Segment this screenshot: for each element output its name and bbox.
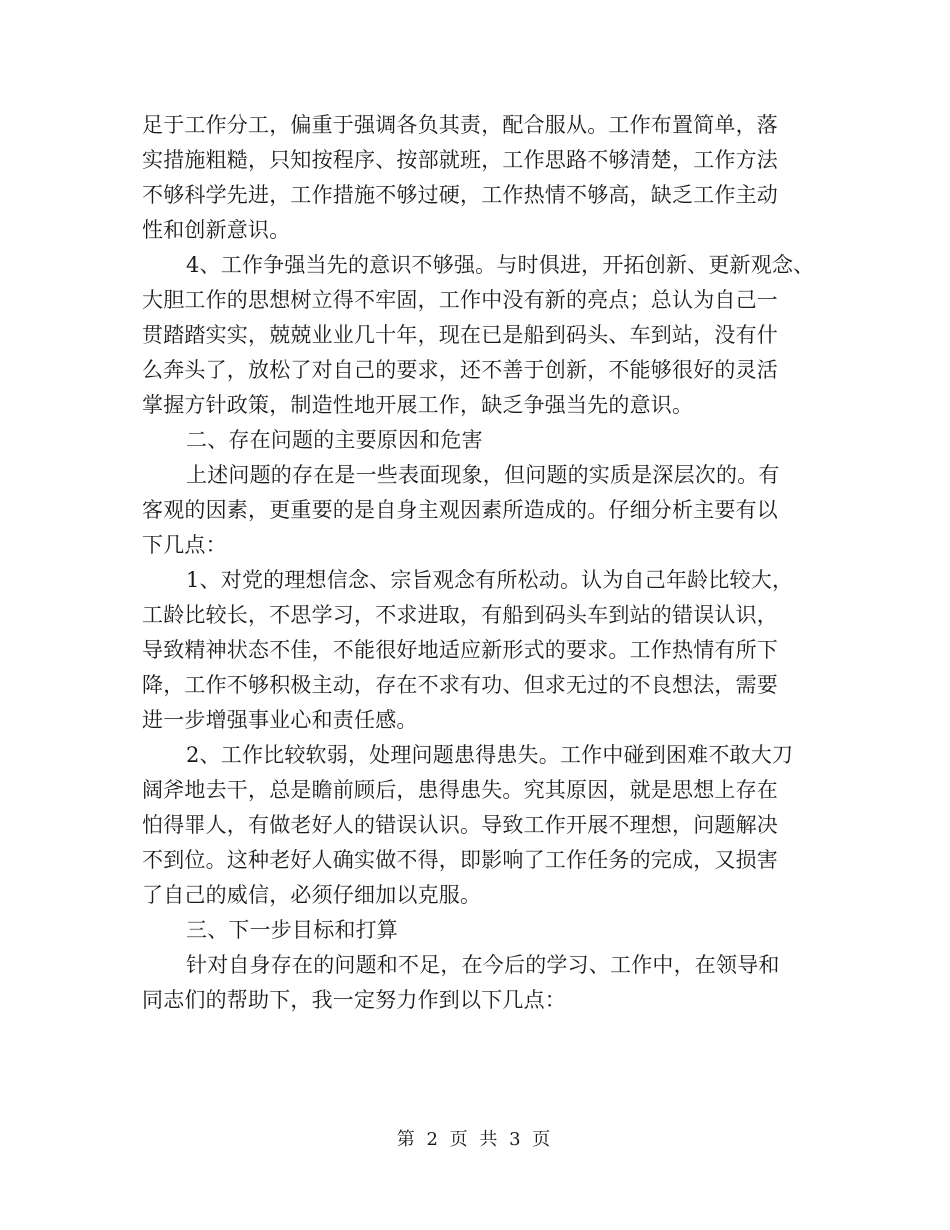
text-line: 降，工作不够积极主动，存在不求有功、但求无过的不良想法，需要: [142, 673, 778, 697]
text-line: 贯踏踏实实，兢兢业业几十年，现在已是船到码头、车到站，没有什: [142, 323, 778, 347]
text-line: 实措施粗糙，只知按程序、按部就班，工作思路不够清楚，工作方法: [142, 148, 778, 172]
text-line: 导致精神状态不佳，不能很好地适应新形式的要求。工作热情有所下: [142, 638, 778, 662]
text-line: 怕得罪人，有做老好人的错误认识。导致工作开展不理想，问题解决: [142, 813, 778, 837]
text-line: 大胆工作的思想树立得不牢固，工作中没有新的亮点；总认为自己一: [142, 288, 778, 312]
paragraph-start-line: 2、工作比较软弱，处理问题患得患失。工作中碰到困难不敢大刀: [186, 743, 794, 767]
body-text: [142, 108, 832, 1018]
text-line: 掌握方针政策，制造性地开展工作，缺乏争强当先的意识。: [142, 393, 694, 417]
text-line: 了自己的威信，必须仔细加以克服。: [142, 883, 482, 907]
text-line: 不到位。这种老好人确实做不得，即影响了工作任务的完成，又损害: [142, 848, 778, 872]
section-heading: 二、存在问题的主要原因和危害: [186, 428, 483, 452]
paragraph-start-line: 1、对党的理想信念、宗旨观念有所松动。认为自己年龄比较大，: [186, 568, 794, 592]
text-line: 性和创新意识。: [142, 218, 291, 242]
text-line: 不够科学先进，工作措施不够过硬，工作热情不够高，缺乏工作主动: [142, 183, 778, 207]
text-line: 足于工作分工，偏重于强调各负其责，配合服从。工作布置简单，落: [142, 113, 778, 137]
paragraph-start-line: 针对自身存在的问题和不足，在今后的学习、工作中，在领导和: [186, 953, 780, 977]
section-heading: 三、下一步目标和打算: [186, 918, 398, 942]
text-line: 工龄比较长，不思学习，不求进取，有船到码头车到站的错误认识，: [142, 603, 778, 627]
text-line: 阔斧地去干，总是瞻前顾后，患得患失。究其原因，就是思想上存在: [142, 778, 778, 802]
text-line: 么奔头了，放松了对自己的要求，还不善于创新，不能够很好的灵活: [142, 358, 778, 382]
text-line: 进一步增强事业心和责任感。: [142, 708, 418, 732]
paragraph-start-line: 4、工作争强当先的意识不够强。与时俱进，开拓创新、更新观念、: [186, 253, 815, 277]
text-line: 同志们的帮助下，我一定努力作到以下几点：: [142, 988, 566, 1012]
page-footer: 第 2 页 共 3 页: [396, 1129, 554, 1150]
paragraph-start-line: 上述问题的存在是一些表面现象，但问题的实质是深层次的。有: [186, 463, 780, 487]
text-line: 下几点：: [142, 533, 227, 557]
text-line: 客观的因素，更重要的是自身主观因素所造成的。仔细分析主要有以: [142, 498, 778, 522]
